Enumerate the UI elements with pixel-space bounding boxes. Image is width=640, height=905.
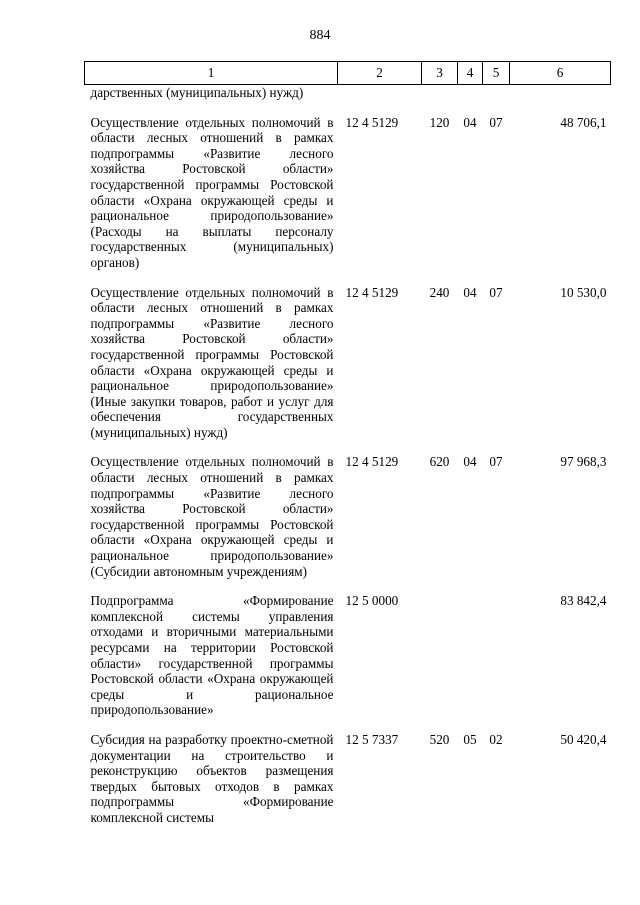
table-row bbox=[85, 454, 611, 579]
row-pr: 07 bbox=[489, 454, 503, 470]
row-code: 12 4 5129 bbox=[345, 284, 399, 300]
row-rz: 05 bbox=[463, 731, 477, 747]
row-name: Осуществление отдельных полномочий в области лесных отношений в рамках подпрограммы «Развитие лесного хозяйства Ростовской области» государственной программы Ростовской области «Охрана окружающей среды и рациональное природопользование» (Расходы на выплаты персоналу государственных (муниципальных) органов) bbox=[90, 114, 334, 270]
row-vr: 240 bbox=[429, 284, 450, 300]
table-header bbox=[85, 62, 611, 85]
row-pr: 07 bbox=[489, 284, 503, 300]
table-row bbox=[85, 593, 611, 718]
row-name: Подпрограмма «Формирование комплексной системы управления отходами и вторичными материальными ресурсами на территории Ростовской области» государственной программы Ростовской области «Охрана окружающей среды и рациональное природопользование» bbox=[90, 593, 334, 718]
row-sum: 50 420,4 bbox=[560, 731, 607, 747]
row-spacer bbox=[85, 718, 611, 732]
table-row bbox=[85, 115, 611, 271]
header-row bbox=[85, 62, 611, 85]
row-code: 12 4 5129 bbox=[345, 114, 399, 130]
table-row bbox=[85, 285, 611, 441]
row-vr: 620 bbox=[429, 454, 450, 470]
row-name: Осуществление отдельных полномочий в области лесных отношений в рамках подпрограммы «Развитие лесного хозяйства Ростовской области» государственной программы Ростовской области «Охрана окружающей среды и рациональное природопользование» (Субсидии автономным учреждениям) bbox=[90, 454, 334, 579]
row-code bbox=[338, 85, 422, 101]
row-code: 12 5 7337 bbox=[345, 731, 399, 747]
row-rz: 04 bbox=[463, 454, 477, 470]
row-sum: 48 706,1 bbox=[560, 114, 607, 130]
row-name: Осуществление отдельных полномочий в области лесных отношений в рамках подпрограммы «Развитие лесного хозяйства Ростовской области» государственной программы Ростовской области «Охрана окружающей среды и рациональное природопользование» (Иные закупки товаров, работ и услуг для обеспечения государственных (муниципальных) нужд) bbox=[90, 284, 334, 440]
row-vr bbox=[422, 593, 458, 718]
row-name: дарственных (муниципальных) нужд) bbox=[90, 85, 304, 100]
page-number: 884 bbox=[309, 28, 331, 43]
row-sum: 83 842,4 bbox=[560, 593, 607, 609]
row-vr: 120 bbox=[429, 114, 450, 130]
row-spacer bbox=[85, 440, 611, 454]
row-rz: 04 bbox=[463, 114, 477, 130]
row-spacer bbox=[85, 579, 611, 593]
table-row bbox=[85, 732, 611, 826]
row-vr: 520 bbox=[429, 731, 450, 747]
table-row bbox=[85, 85, 611, 101]
header-col-2: 2 bbox=[338, 62, 422, 85]
header-col-6: 6 bbox=[510, 62, 611, 85]
row-spacer bbox=[85, 271, 611, 285]
row-name: Субсидия на разработку проектно-сметной документации на строительство и реконструкцию объектов размещения твердых бытовых отходов в рамках подпрограммы «Формирование комплексной системы bbox=[90, 731, 334, 825]
row-rz: 04 bbox=[463, 284, 477, 300]
row-pr: 07 bbox=[489, 114, 503, 130]
row-sum: 10 530,0 bbox=[560, 284, 607, 300]
row-pr bbox=[483, 85, 510, 101]
header-col-5: 5 bbox=[483, 62, 510, 85]
row-rz bbox=[458, 593, 483, 718]
row-sum: 97 968,3 bbox=[560, 454, 607, 470]
budget-table bbox=[84, 61, 611, 826]
row-code: 12 5 0000 bbox=[345, 593, 399, 609]
row-vr bbox=[422, 85, 458, 101]
header-col-1: 1 bbox=[85, 62, 338, 85]
row-code: 12 4 5129 bbox=[345, 454, 399, 470]
row-sum bbox=[510, 85, 611, 101]
row-rz bbox=[458, 85, 483, 101]
row-pr bbox=[483, 593, 510, 718]
table-body bbox=[85, 85, 611, 826]
header-col-3: 3 bbox=[422, 62, 458, 85]
row-spacer bbox=[85, 101, 611, 115]
header-col-4: 4 bbox=[458, 62, 483, 85]
row-pr: 02 bbox=[489, 731, 503, 747]
